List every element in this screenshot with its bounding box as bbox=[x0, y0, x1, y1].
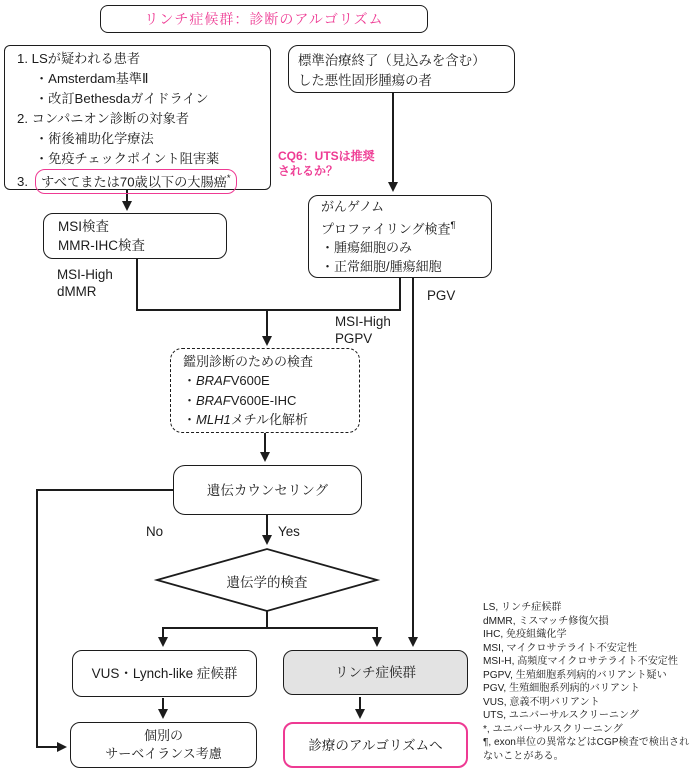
legend-line-vus: VUS, 意義不明バリアント bbox=[483, 696, 600, 708]
lynch-syndrome-label: リンチ症候群 bbox=[335, 665, 416, 680]
criteria-item-1-sub-2: ・改訂Bethesdaガイドライン bbox=[35, 91, 209, 106]
criteria-item-3-number: 3. bbox=[17, 173, 28, 189]
legend-line-ls: LS, リンチ症候群 bbox=[483, 602, 562, 613]
cgp-line-3: ・腫瘍細胞のみ bbox=[321, 239, 413, 255]
legend-line-uts: UTS, ユニバーサルスクリーニング bbox=[483, 710, 640, 721]
msi-test-line-1: MSI検査 bbox=[58, 219, 110, 234]
care-algorithm-label: 診療のアルゴリズムへ bbox=[308, 737, 443, 753]
legend-line-msi-h: MSI-H, 高頻度マイクロサテライト不安定性 bbox=[483, 656, 678, 667]
legend-line-ihc: IHC, 免疫組織化学 bbox=[483, 629, 567, 640]
differential-title: 鑑別診断のための検査 bbox=[183, 354, 314, 369]
legend-line-asterisk: *, ユニバーサルスクリーニング bbox=[483, 723, 623, 735]
cq6-line-1: CQ6：UTSは推奨 bbox=[278, 149, 375, 163]
gene-mlh1: MLH1 bbox=[196, 411, 231, 427]
differential-test-box bbox=[170, 348, 360, 433]
differential-item-3 bbox=[183, 410, 359, 429]
abbreviation-legend bbox=[483, 601, 699, 763]
differential-item-1-rest: V600E bbox=[230, 373, 270, 389]
care-algorithm-box bbox=[283, 722, 468, 768]
page-title bbox=[100, 5, 428, 33]
asterisk-footnote-mark: * bbox=[226, 173, 231, 185]
pilcrow-footnote-mark: ¶ bbox=[450, 219, 456, 231]
criteria-box bbox=[4, 45, 271, 190]
legend-line-pilcrow: ¶, exon単位の異常などはCGP検査で検出されないことがある。 bbox=[483, 737, 690, 762]
edge-label-msi-high-dmmr bbox=[57, 266, 113, 300]
individual-surveillance-box bbox=[70, 722, 257, 768]
differential-item-1 bbox=[183, 371, 359, 390]
individual-surveillance-line-1: 個別の bbox=[143, 727, 183, 743]
genetic-testing-label: 遺伝学的検査 bbox=[226, 575, 308, 590]
criteria-item-1-sub-1: ・Amsterdam基準Ⅱ bbox=[35, 71, 149, 86]
cgp-line-1: がんゲノム bbox=[321, 199, 385, 214]
differential-item-3-rest: メチル化解析 bbox=[230, 411, 309, 427]
lynch-syndrome-box bbox=[283, 650, 468, 695]
page-title-text: リンチ症候群：診断のアルゴリズム bbox=[144, 10, 384, 27]
criteria-item-1: 1. LSが疑われる患者 bbox=[17, 51, 141, 66]
pink-highlight bbox=[35, 169, 237, 193]
standard-treatment-box bbox=[288, 45, 515, 93]
standard-treatment-line-1: 標準治療終了（見込みを含む） bbox=[298, 52, 486, 68]
genetic-counseling-box bbox=[173, 465, 362, 515]
bullet: ・ bbox=[183, 411, 197, 427]
genetic-counseling-label: 遺伝カウンセリング bbox=[206, 482, 329, 498]
cgp-line-2-text: プロファイリング検査 bbox=[321, 221, 451, 237]
cq6-line-2: されるか？ bbox=[278, 163, 339, 178]
criteria-item-2: 2. コンパニオン診断の対象者 bbox=[17, 111, 189, 126]
criteria-item-2-sub-2: ・免疫チェックポイント阻害薬 bbox=[35, 151, 220, 166]
msi-test-box bbox=[43, 213, 227, 259]
differential-item-2-rest: V600E-IHC bbox=[230, 392, 297, 408]
criteria-item-3 bbox=[9, 169, 266, 194]
edge-label-pgv: PGV bbox=[427, 288, 456, 303]
cgp-test-box bbox=[308, 195, 492, 278]
cgp-line-4: ・正常細胞/腫瘍細胞 bbox=[321, 258, 442, 274]
vus-lynch-like-box bbox=[72, 650, 257, 697]
gene-braf: BRAF bbox=[196, 392, 231, 408]
edge-label-dmmr: dMMR bbox=[57, 284, 97, 299]
cq6-label bbox=[278, 149, 375, 178]
individual-surveillance-line-2: サーベイランス考慮 bbox=[105, 746, 222, 761]
edge-label-msi-high-2: MSI-High bbox=[335, 314, 391, 329]
criteria-item-3-text: すべてまたは70歳以下の大腸癌 bbox=[41, 174, 227, 190]
bullet: ・ bbox=[183, 373, 197, 389]
cgp-line-2 bbox=[321, 217, 491, 239]
vus-lynch-like-label: VUS・Lynch-like 症候群 bbox=[91, 666, 238, 681]
edge-label-msi-high: MSI-High bbox=[57, 267, 113, 282]
edge-label-msi-high-pgpv bbox=[335, 313, 391, 347]
connector-diamond-branch bbox=[162, 611, 378, 628]
criteria-item-2-sub-1: ・術後補助化学療法 bbox=[35, 131, 154, 146]
bullet: ・ bbox=[183, 392, 197, 408]
legend-line-pgpv: PGPV, 生殖細胞系列病的バリアント疑い bbox=[483, 669, 667, 681]
standard-treatment-line-2: した悪性固形腫瘍の者 bbox=[298, 72, 432, 88]
legend-line-msi: MSI, マイクロサテライト不安定性 bbox=[483, 642, 638, 654]
gene-braf: BRAF bbox=[196, 373, 231, 389]
legend-line-pgv: PGV, 生殖細胞系列病的バリアント bbox=[483, 683, 640, 694]
msi-test-line-2: MMR-IHC検査 bbox=[58, 238, 145, 253]
legend-line-dmmr: dMMR, ミスマッチ修復欠損 bbox=[483, 615, 609, 627]
edge-label-yes: Yes bbox=[278, 524, 300, 539]
edge-label-no: No bbox=[146, 524, 164, 539]
edge-label-pgpv: PGPV bbox=[335, 331, 373, 346]
differential-item-2 bbox=[183, 391, 359, 410]
